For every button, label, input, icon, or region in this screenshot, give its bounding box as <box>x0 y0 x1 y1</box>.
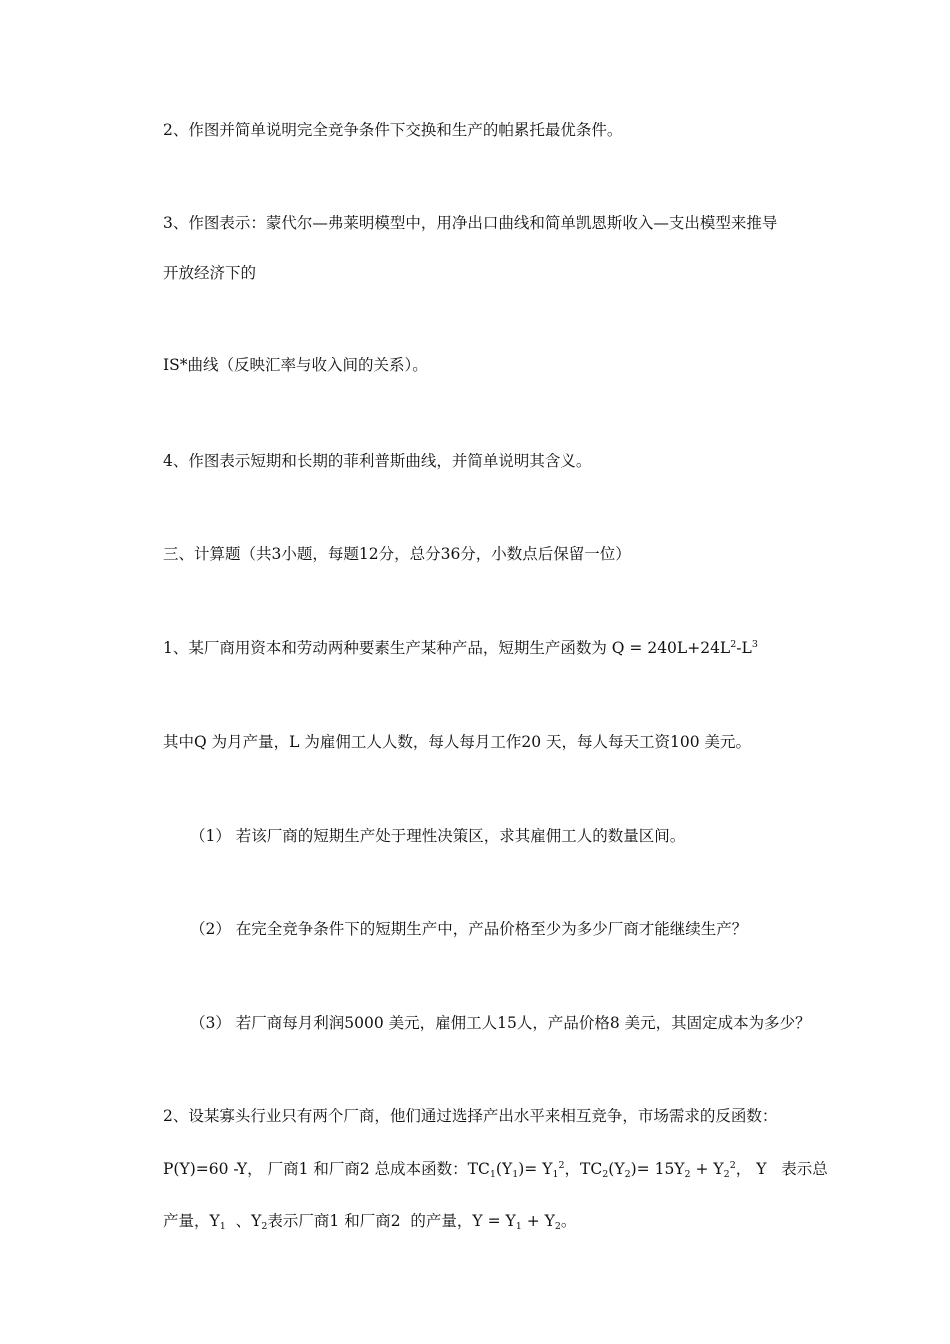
question-3-line-2: 开放经济下的 <box>163 264 257 282</box>
exponent: 2 <box>729 1160 736 1171</box>
calc-1-line-1-minus-l: -L <box>736 639 752 657</box>
exponent: 2 <box>558 1160 565 1171</box>
text: 表示厂商1 和厂商2 的产量，Y = Y <box>267 1212 516 1230</box>
text: 、Y <box>225 1212 262 1230</box>
question-3-line-3: IS*曲线（反映汇率与收入间的关系）。 <box>163 356 428 374</box>
subscript: 1 <box>515 1221 522 1232</box>
question-2: 2、作图并简单说明完全竞争条件下交换和生产的帕累托最优条件。 <box>163 121 623 139</box>
exponent: 2 <box>730 639 737 650</box>
text: 产量，Y <box>163 1212 220 1230</box>
subscript: 2 <box>602 1169 609 1180</box>
text: + Y <box>521 1212 555 1230</box>
subscript: 2 <box>684 1169 691 1180</box>
text: (Y <box>495 1160 513 1178</box>
text: + Y <box>690 1160 724 1178</box>
text: (Y <box>608 1160 625 1178</box>
calc-2-line-2 <box>163 1159 828 1179</box>
subscript: 2 <box>624 1169 631 1180</box>
subscript: 1 <box>552 1169 559 1180</box>
calc-1-sub-1: （1） 若该厂商的短期生产处于理性决策区，求其雇佣工人的数量区间。 <box>190 827 686 845</box>
calc-1-line-1-text: 1、某厂商用资本和劳动两种要素生产某种产品，短期生产函数为 Q = 240L+24L <box>163 639 731 657</box>
calc-1-line-2: 其中Q 为月产量，L 为雇佣工人人数，每人每月工作20 天，每人每天工资100 美元。 <box>163 733 752 751</box>
text: P(Y)=60 -Y， 厂商1 和厂商2 总成本函数：TC <box>163 1160 490 1178</box>
calc-1-line-1 <box>163 638 758 658</box>
subscript: 2 <box>554 1221 561 1232</box>
calc-1-sub-2: （2） 在完全竞争条件下的短期生产中，产品价格至少为多少厂商才能继续生产？ <box>190 920 748 938</box>
question-3-line-1: 3、作图表示：蒙代尔—弗莱明模型中，用净出口曲线和简单凯恩斯收入—支出模型来推导 <box>163 214 778 232</box>
subscript: 1 <box>219 1221 226 1232</box>
text: ， Y 表示总 <box>735 1160 828 1178</box>
calc-2-line-1: 2、设某寡头行业只有两个厂商，他们通过选择产出水平来相互竞争，市场需求的反函数： <box>163 1107 778 1125</box>
exponent: 3 <box>751 639 758 650</box>
text: )= 15Y <box>630 1160 685 1178</box>
calc-2-line-3 <box>163 1211 576 1231</box>
question-4: 4、作图表示短期和长期的菲利普斯曲线，并简单说明其含义。 <box>163 452 592 470</box>
subscript: 1 <box>512 1169 519 1180</box>
subscript: 2 <box>261 1221 268 1232</box>
subscript: 1 <box>489 1169 496 1180</box>
text: ，TC <box>564 1160 603 1178</box>
calc-1-sub-3: （3） 若厂商每月利润5000 美元，雇佣工人15人，产品价格8 美元，其固定成本为多少？ <box>190 1014 811 1032</box>
section-3-heading: 三、计算题（共3小题，每题12分，总分36分，小数点后保留一位） <box>163 545 631 563</box>
subscript: 2 <box>723 1169 730 1180</box>
text: 。 <box>560 1212 577 1230</box>
text: )= Y <box>518 1160 553 1178</box>
